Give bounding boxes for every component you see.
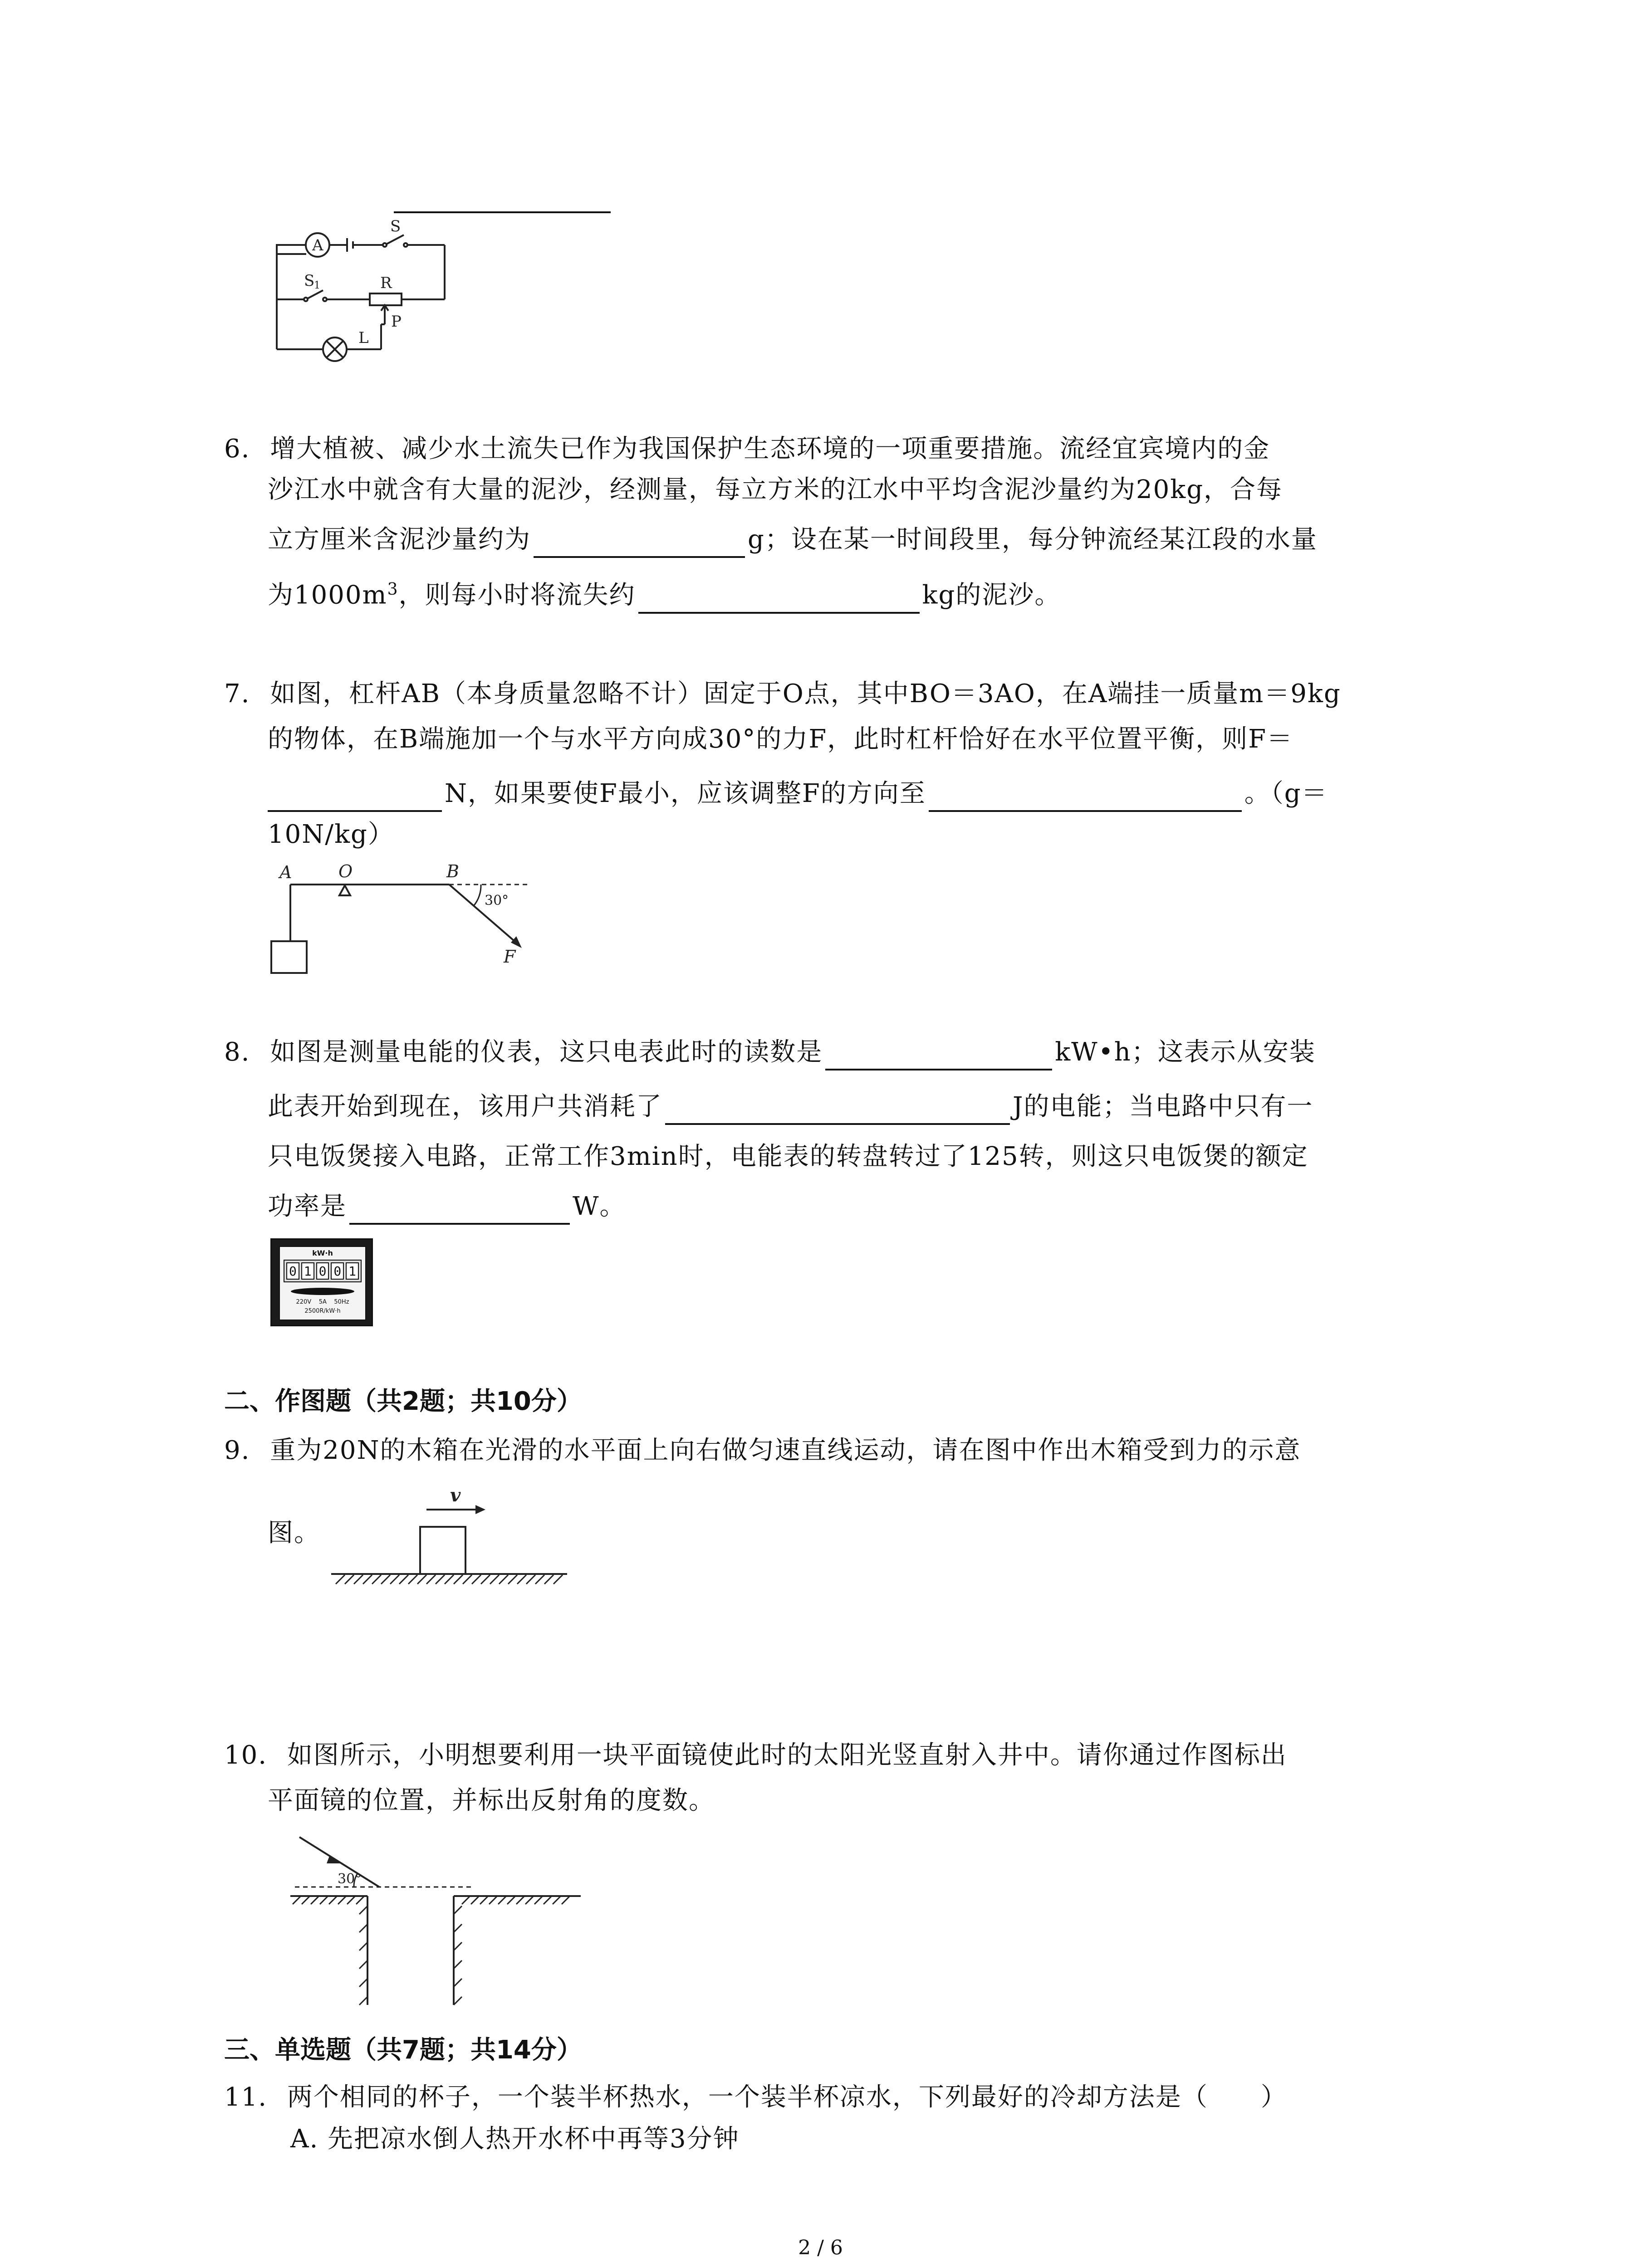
- q10-number: 10.: [224, 1740, 268, 1770]
- q8-text-1b: kW•h；这表示从安装: [1055, 1037, 1316, 1067]
- q7-text-3a: N，如果要使F最小，应该调整F的方向至: [445, 779, 926, 808]
- q8-blank-2[interactable]: [665, 1095, 1010, 1125]
- section-3-heading: 三、单选题（共7题；共14分）: [224, 2035, 582, 2065]
- lever-angle-label: 30°: [485, 893, 509, 909]
- q11-line-1: [224, 2079, 1287, 2116]
- section-2-heading: 二、作图题（共2题；共10分）: [224, 1387, 582, 1416]
- q10-text-2: 平面镜的位置，并标出反射角的度数。: [268, 1786, 715, 1815]
- q6-text-3b: g；设在某一时间段里，每分钟流经某江段的水量: [748, 525, 1318, 554]
- q7-number: 7.: [224, 679, 250, 709]
- q6-text-1: 增大植被、减少水土流失已作为我国保护生态环境的一项重要措施。流经宜宾境内的金: [270, 434, 1270, 464]
- q8-text-4b: W。: [573, 1192, 626, 1221]
- q8-blank-1[interactable]: [825, 1041, 1052, 1070]
- switch-s1-label: S: [304, 272, 315, 290]
- lever-a-label: A: [279, 862, 292, 882]
- sunlight-arrowhead: [327, 1856, 340, 1863]
- q6-line-4: [268, 572, 1061, 614]
- q8-line-1: [224, 1034, 1316, 1070]
- q8-energy-meter: [270, 1238, 373, 1326]
- q8-line-3: [268, 1139, 1308, 1175]
- q6-text-4a: 为1000m: [268, 580, 387, 610]
- q10-well-diagram: [281, 1828, 590, 2009]
- q9-text-1: 重为20N的木箱在光滑的水平面上向右做匀速直线运动，请在图中作出木箱受到力的示意: [270, 1436, 1301, 1465]
- q8-text-1a: 如图是测量电能的仪表，这只电表此时的读数是: [270, 1037, 823, 1067]
- q7-line-1: [224, 676, 1341, 712]
- q6-text-4c: kg的泥沙。: [922, 580, 1061, 610]
- meter-panel: [279, 1246, 366, 1320]
- q9-number: 9.: [224, 1436, 250, 1465]
- meter-digit: 1: [301, 1262, 314, 1280]
- well-angle-label: 30°: [338, 1871, 362, 1887]
- q8-line-2: [268, 1089, 1313, 1125]
- ammeter-label: A: [312, 236, 323, 254]
- q8-text-2a: 此表开始到现在，该用户共消耗了: [268, 1092, 662, 1121]
- page-number: 2 / 6: [798, 2236, 843, 2259]
- lever-o-label: O: [338, 862, 353, 881]
- q6-blank-1[interactable]: [534, 528, 745, 558]
- switch-s-label: S: [390, 218, 401, 235]
- q8-text-4a: 功率是: [268, 1192, 347, 1221]
- q6-line-3: [268, 522, 1318, 558]
- meter-digit: 1: [346, 1262, 359, 1280]
- q10-text-1: 如图所示，小明想要利用一块平面镜使此时的太阳光竖直射入井中。请你通过作图标出: [287, 1740, 1287, 1770]
- meter-rotor: [291, 1288, 354, 1295]
- ground-hatching: [336, 1575, 563, 1584]
- q11-option-a[interactable]: [290, 2121, 740, 2157]
- q9-text-2: 图。: [268, 1518, 320, 1548]
- q6-text-3a: 立方厘米含泥沙量约为: [268, 525, 531, 554]
- q7-blank-1[interactable]: [268, 782, 442, 812]
- lamp-l-label: L: [358, 329, 369, 347]
- q11-option-a-text: A. 先把凉水倒人热开水杯中再等3分钟: [290, 2124, 740, 2154]
- meter-spec-2: 2500R/kW·h: [304, 1308, 341, 1315]
- q5-circuit-diagram: [268, 218, 458, 367]
- q7-text-3b: 。（g＝: [1244, 779, 1328, 808]
- meter-spec-1: 220V 5A 50Hz: [296, 1299, 349, 1305]
- q6-line-1: [224, 431, 1270, 467]
- q6-blank-2[interactable]: [638, 584, 920, 614]
- meter-digit: 0: [331, 1262, 344, 1280]
- rheostat-r-label: R: [380, 274, 392, 292]
- lever-b-label: B: [446, 862, 459, 881]
- meter-digit: 0: [316, 1262, 329, 1280]
- q8-blank-3[interactable]: [349, 1195, 570, 1225]
- q7-text-2: 的物体，在B端施加一个与水平方向成30°的力F，此时杠杆恰好在水平位置平衡，则F＝: [268, 724, 1293, 754]
- q9-box-on-surface-diagram: [331, 1483, 576, 1597]
- q8-text-2b: J的电能；当电路中只有一: [1013, 1092, 1313, 1121]
- q6-text-4b: ，则每小时将流失约: [398, 580, 636, 610]
- q11-text-1: 两个相同的杯子，一个装半杯热水，一个装半杯凉水，下列最好的冷却方法是（ ）: [287, 2082, 1287, 2112]
- velocity-arrowhead: [475, 1505, 485, 1514]
- q7-lever-diagram: [268, 862, 540, 984]
- q9-line-1: [224, 1432, 1301, 1469]
- q9-line-2: [268, 1515, 320, 1551]
- q7-line-4: [268, 816, 394, 853]
- q8-text-3: 只电饭煲接入电路，正常工作3min时，电能表的转盘转过了125转，则这只电饭煲的额定: [268, 1142, 1308, 1171]
- q5-answer-blank: [394, 211, 611, 213]
- meter-digit: 0: [286, 1262, 299, 1280]
- slider-p-label: P: [391, 313, 402, 331]
- q8-number: 8.: [224, 1037, 250, 1067]
- q7-text-1: 如图，杠杆AB（本身质量忽略不计）固定于O点，其中BO＝3AO，在A端挂一质量m＝9kg: [270, 679, 1341, 709]
- q7-blank-2[interactable]: [929, 782, 1242, 812]
- q11-number: 11.: [224, 2082, 268, 2112]
- q6-line-2: [268, 472, 1283, 508]
- switch-s1-subscript: 1: [314, 280, 320, 291]
- force-f-label: F: [504, 947, 516, 967]
- q8-line-4: [268, 1188, 626, 1225]
- q7-line-2: [268, 721, 1293, 758]
- meter-unit: kW·h: [312, 1249, 333, 1257]
- q10-line-1: [224, 1737, 1287, 1774]
- meter-digits: [284, 1260, 362, 1282]
- q7-text-4: 10N/kg）: [268, 820, 394, 849]
- velocity-v-label: v: [450, 1485, 461, 1506]
- q7-line-3: [268, 776, 1328, 812]
- q10-line-2: [268, 1783, 715, 1819]
- q6-text-2: 沙江水中就含有大量的泥沙，经测量，每立方米的江水中平均含泥沙量约为20kg，合每: [268, 475, 1283, 504]
- well-hatching: [293, 1896, 570, 2005]
- q6-number: 6.: [224, 434, 250, 464]
- q6-superscript: 3: [387, 580, 399, 599]
